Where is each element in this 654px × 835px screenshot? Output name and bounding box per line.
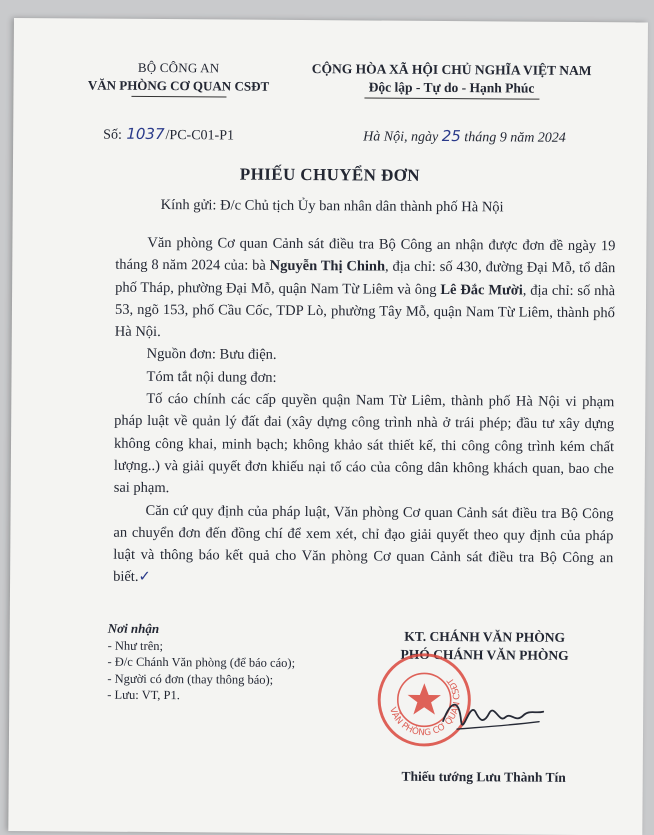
- motto-underline: [364, 97, 539, 99]
- national-motto: Độc lập - Tự do - Hạnh Phúc: [368, 79, 535, 96]
- signatory-name: Thiếu tướng Lưu Thành Tín: [401, 768, 566, 785]
- signatory-line-1: KT. CHÁNH VĂN PHÒNG: [404, 628, 566, 645]
- p1-text-b: , địa chỉ: số 430, đường Đại Mỗ, tổ dân phố Tháp, phường Đại Mỗ, quận Nam Từ Liêm và ông: [115, 258, 616, 298]
- handwritten-signature-icon: [439, 691, 549, 742]
- country-name: CỘNG HÒA XÃ HỘI CHỦ NGHĨA VIỆT NAM: [311, 61, 592, 79]
- date-prefix: Hà Nội, ngày: [363, 129, 439, 145]
- office-name: VĂN PHÒNG CƠ QUAN CSĐT: [87, 77, 270, 94]
- document-number: [103, 125, 234, 145]
- recipients-label: Nơi nhận: [107, 620, 160, 637]
- conclusion-text: Căn cứ quy định của pháp luật, Văn phòng Cơ quan Cảnh sát điều tra Bộ Công an chuyển đơn đến đồng chí để xem xét, chỉ đạo giải quyết theo quy định của pháp luật và thông báo kết quả cho Văn phòng Cơ quan Cảnh sát điều tra Bộ Công an biết.: [113, 502, 614, 586]
- seal-lettering: VĂN PHÒNG CƠ QUAN CSĐT: [387, 675, 463, 739]
- body-paragraph-source: Nguồn đơn: Bưu điện.: [146, 346, 277, 364]
- recipient-item: - Như trên;: [107, 638, 164, 653]
- p1-text-a: Văn phòng Cơ quan Cảnh sát điều tra Bộ Công an nhận được đơn đề ngày 19 tháng 8 năm 2024 của: bà: [115, 234, 616, 275]
- recipient-item: - Lưu: VT, P1.: [107, 688, 180, 703]
- addressee-line: Kính gửi: Đ/c Chủ tịch Ủy ban nhân dân thành phố Hà Nội: [160, 197, 504, 216]
- issuing-agency-block: [68, 58, 288, 98]
- document-page: [8, 18, 648, 835]
- header-underline: [131, 96, 226, 98]
- p1-text-c: , địa chỉ: số nhà 53, ngõ 153, phố Cầu Cốc, TDP Lò, phường Tây Mỗ, quận Nam Từ Liêm, thành phố Hà Nội.: [114, 282, 616, 341]
- date-suffix: tháng 9 năm 2024: [464, 130, 566, 146]
- document-date: [363, 126, 566, 146]
- recipients-block: [107, 621, 295, 705]
- document-title: PHIẾU CHUYỂN ĐƠN: [239, 164, 421, 185]
- pen-tick-mark: ✓: [138, 569, 151, 586]
- body-paragraph-summary-label: Tóm tắt nội dung đơn:: [146, 368, 277, 386]
- petitioner-name-2: Lê Đắc Mười: [440, 281, 523, 299]
- national-title-block: [291, 60, 611, 100]
- petitioner-name-1: Nguyễn Thị Chinh: [269, 258, 386, 275]
- signatory-line-2: PHÓ CHÁNH VĂN PHÒNG: [400, 646, 569, 663]
- handwritten-number: 1037: [126, 124, 165, 144]
- ministry-name: BỘ CÔNG AN: [137, 59, 220, 76]
- body-paragraph-conclusion: [113, 499, 614, 592]
- document-body: [113, 232, 615, 592]
- handwritten-day: 25: [441, 126, 461, 146]
- number-suffix: /PC-C01-P1: [165, 128, 235, 144]
- recipient-item: - Đ/c Chánh Văn phòng (để báo cáo);: [107, 654, 296, 671]
- recipient-item: - Người có đơn (thay thông báo);: [107, 671, 274, 687]
- body-paragraph-summary: Tố cáo chính các cấp quyền quận Nam Từ Liêm, thành phố Hà Nội vi phạm pháp luật về quản lý đất đai (xây dựng công trình nhà ở trái phép; đầu tư xây dựng không công khai, minh bạch; không khảo sát thiết kế, thi công công trình kém chất lượng..) và giải quyết đơn khiếu nại tố cáo của công dân không khách quan, bao che sai phạm.: [113, 391, 615, 497]
- body-paragraph-1: [115, 232, 616, 347]
- number-prefix: Số:: [103, 127, 122, 143]
